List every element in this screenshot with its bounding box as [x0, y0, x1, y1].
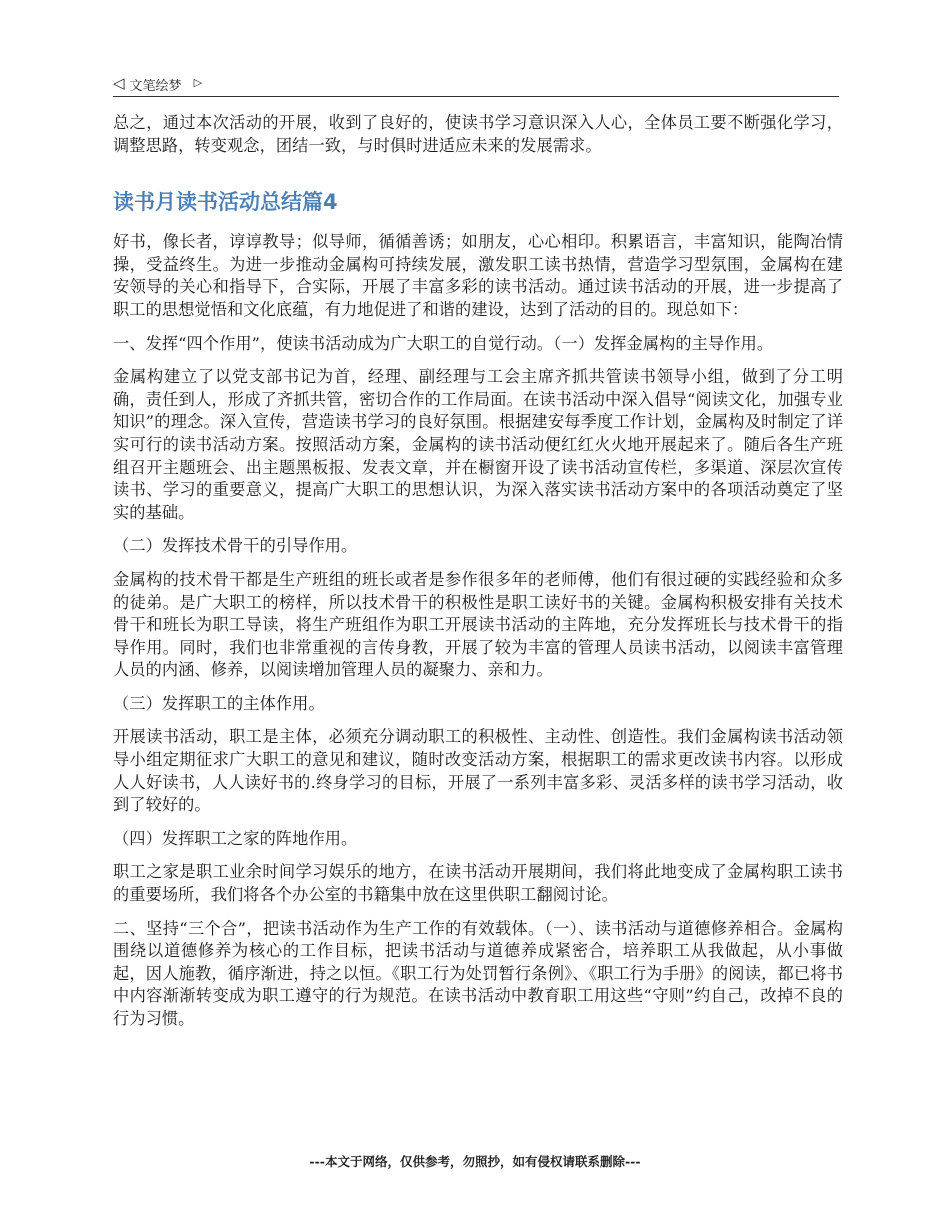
paragraph: 金属构的技术骨干都是生产班组的班长或者是参作很多年的老师傅，他们有很过硬的实践经验和众多的徒弟。是广大职工的榜样，所以技术骨干的积极性是职工读好书的关键。金属构积极安排有关技术骨干和班长为职工导读，将生产班组作为职工开展读书活动的主阵地，充分发挥班长与技术骨干的指导作用。同时，我们也非常重视的言传身教，开展了较为丰富的管理人员读书活动，以阅读丰富管理人员的内涵、修养，以阅读增加管理人员的凝聚力、亲和力。 [113, 569, 843, 680]
header-title: 文笔绘梦 [129, 78, 182, 94]
intro-paragraph: 总之，通过本次活动的开展，收到了良好的，使读书学习意识深入人心，全体员工要不断强化学习，调整思路，转变观念，团结一致，与时俱时进适应未来的发展需求。 [113, 113, 843, 155]
paragraph: 开展读书活动，职工是主体，必须充分调动职工的积极性、主动性、创造性。我们金属构读书活动领导小组定期征求广大职工的意见和建议，随时改变活动方案，根据职工的需求更改读书内容。以形成人人好读书，人人读好书的.终身学习的目标，开展了一系列丰富多彩、灵活多样的读书学习活动，收到了较好的。 [113, 727, 843, 815]
paragraph: 二、坚持“三个合”，把读书活动作为生产工作的有效载体。（一）、读书活动与道德修养相合。金属构围绕以道德修养为核心的工作目标，把读书活动与道德养成紧密合，培养职工从我做起，从小事做起，因人施教，循序渐进，持之以恒。《职工行为处罚暂行条例》、《职工行为手册》的阅读，都已将书中内容渐渐转变成为职工遵守的行为规范。在读书活动中教育职工用这些“守则”约自己，改掉不良的行为习惯。 [113, 918, 843, 1028]
paragraph: （二）发挥技术骨干的引导作用。 [113, 536, 358, 556]
paragraph: （四）发挥职工之家的阵地作用。 [113, 828, 358, 848]
paragraph: 一、发挥“四个作用”，使读书活动成为广大职工的自觉行动。（一）发挥金属构的主导作用。 [113, 333, 774, 353]
section-title: 读书月读书活动总结篇4 [113, 190, 338, 215]
paragraph: 金属构建立了以党支部书记为首，经理、副经理与工会主席齐抓共管读书领导小组，做到了分工明确，责任到人，形成了齐抓共管，密切合作的工作局面。在读书活动中深入倡导“阅读文化，加强专业知识”的理念。深入宣传，营造读书学习的良好氛围。根据建安每季度工作计划，金属构及时制定了详实可行的读书活动方案。按照活动方案，金属构的读书活动便红红火火地开展起来了。随后各生产班组召开主题班会、出主题黑板报、发表文章，并在橱窗开设了读书活动宣传栏，多渠道、深层次宣传读书、学习的重要意义，提高广大职工的思想认识，为深入落实读书活动方案中的各项活动奠定了坚实的基础。 [113, 367, 843, 522]
paragraph: 职工之家是职工业余时间学习娱乐的地方，在读书活动开展期间，我们将此地变成了金属构职工读书的重要场所，我们将各个办公室的书籍集中放在这里供职工翻阅讨论。 [113, 862, 843, 905]
page-footer: ---本文于网络，仅供参考，勿照抄，如有侵权请联系删除--- [309, 1154, 641, 1169]
triangle-right-icon: ▷ [193, 75, 203, 89]
paragraph: （三）发挥职工的主体作用。 [113, 693, 325, 713]
paragraph: 好书，像长者，谆谆教导；似导师，循循善诱；如朋友，心心相印。积累语言，丰富知识，能陶冶情操，受益终生。为进一步推动金属构可持续发展，激发职工读书热情，营造学习型氛围，金属构在建安领导的关心和指导下，合实际，开展了丰富多彩的读书活动。通过读书活动的开展，进一步提高了职工的思想觉悟和文化底蕴，有力地促进了和谐的建设，达到了活动的目的。现总如下： [113, 232, 843, 319]
page-header [113, 72, 839, 97]
triangle-left-icon: ◁ [113, 74, 125, 92]
document-body [113, 112, 843, 1042]
